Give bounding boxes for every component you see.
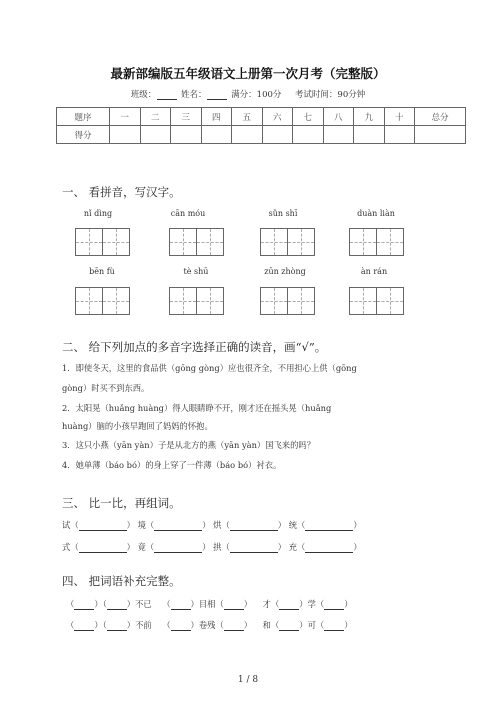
- character: 试: [62, 520, 71, 530]
- idiom-row: （ ）（ ）不已 （ ）目相（ ） 才（ ）学（ ）: [66, 599, 353, 609]
- table-header-cell: 十: [384, 108, 415, 126]
- section-2-title: 二、 给下列加点的多音字选择正确的读音，画“√”。: [62, 340, 327, 354]
- character: 充: [288, 542, 297, 552]
- writing-grid[interactable]: [349, 228, 404, 256]
- score-table-row: [57, 126, 466, 144]
- score-cell: [384, 126, 415, 144]
- answer-blank[interactable]: [171, 622, 191, 631]
- answer-blank[interactable]: [230, 544, 278, 553]
- name-label: 姓名：: [180, 90, 207, 100]
- section-4-title: 四、 把词语补充完整。: [62, 574, 181, 588]
- answer-blank[interactable]: [305, 522, 353, 531]
- idiom-part: 和: [262, 620, 271, 630]
- writing-grid[interactable]: [75, 228, 130, 256]
- idiom-part: 目相: [198, 599, 216, 609]
- score-cell: [354, 126, 385, 144]
- answer-blank[interactable]: [171, 601, 191, 610]
- answer-blank[interactable]: [279, 601, 299, 610]
- answer-blank[interactable]: [230, 522, 278, 531]
- score-cell: [232, 126, 263, 144]
- question-line: gòng）时买不到东西。: [62, 383, 150, 393]
- idiom-part: 不已: [135, 599, 152, 609]
- section-1-title: 一、 看拼音，写汉字。: [62, 185, 181, 199]
- answer-blank[interactable]: [324, 622, 344, 631]
- class-blank: [157, 90, 177, 100]
- answer-blank[interactable]: [224, 601, 244, 610]
- writing-grid[interactable]: [260, 287, 315, 315]
- word-row: 式（ ） 竟（ ） 拱（ ） 充（ ）: [62, 542, 362, 552]
- answer-blank[interactable]: [324, 601, 344, 610]
- writing-grid[interactable]: [169, 228, 224, 256]
- question-line: 2．太阳晃（huǎng huàng）得人眼睛睁不开，刚才还在摇头晃（huǎng: [62, 403, 332, 413]
- character: 竟: [137, 542, 146, 552]
- score-cell: [110, 126, 141, 144]
- character: 统: [288, 520, 297, 530]
- table-header-cell: 一: [110, 108, 141, 126]
- writing-grid[interactable]: [75, 287, 130, 315]
- table-header-cell: 总分: [415, 108, 466, 126]
- table-header-cell: 二: [140, 108, 171, 126]
- answer-blank[interactable]: [79, 522, 127, 531]
- writing-grid[interactable]: [349, 287, 404, 315]
- character: 烘: [213, 520, 222, 530]
- score-cell: [171, 126, 202, 144]
- pinyin-label: nǐ dìng: [83, 209, 113, 218]
- section-3-title: 三、 比一比，再组词。: [62, 496, 181, 510]
- score-cell: [262, 126, 293, 144]
- pinyin-label: sǔn shī: [268, 209, 298, 218]
- question-line: 4．她单薄（báo bó）的身上穿了一件薄（báo bó）衬衣。: [62, 460, 282, 470]
- pinyin-label: cān móu: [170, 209, 206, 218]
- pinyin-label: àn rán: [360, 267, 388, 276]
- class-label: 班级：: [130, 90, 157, 100]
- question-line: 3．这只小燕（yān yàn）子是从北方的燕（yān yàn）国飞来的吗？: [62, 440, 315, 450]
- question-line: huàng）脑的小孩早跑回了妈妈的怀抱。: [62, 421, 213, 431]
- pinyin-label: zūn zhòng: [264, 267, 306, 276]
- score-label: 满分：100分: [231, 90, 282, 100]
- pinyin-label: bēn fù: [89, 267, 115, 276]
- score-cell: [293, 126, 324, 144]
- writing-grid[interactable]: [260, 228, 315, 256]
- idiom-part: 卷残: [198, 620, 216, 630]
- time-label: 考试时间：90分钟: [294, 90, 366, 100]
- table-header-cell: 题序: [57, 108, 110, 126]
- table-header-cell: 九: [354, 108, 385, 126]
- answer-blank[interactable]: [154, 544, 202, 553]
- score-cell: [323, 126, 354, 144]
- character: 拱: [213, 542, 222, 552]
- answer-blank[interactable]: [107, 601, 127, 610]
- table-header-cell: 六: [262, 108, 293, 126]
- answer-blank[interactable]: [305, 544, 353, 553]
- character: 境: [137, 520, 146, 530]
- table-header-cell: 四: [201, 108, 232, 126]
- idiom-part: 学: [307, 599, 316, 609]
- score-cell: [201, 126, 232, 144]
- idiom-row: （ ）（ ）不前 （ ）卷残（ ） 和（ ）可（ ）: [66, 620, 353, 630]
- pinyin-label: tè shū: [183, 267, 209, 276]
- table-header-cell: 三: [171, 108, 202, 126]
- answer-blank[interactable]: [154, 522, 202, 531]
- character: 式: [62, 542, 71, 552]
- answer-blank[interactable]: [74, 601, 94, 610]
- writing-grid[interactable]: [169, 287, 224, 315]
- answer-blank[interactable]: [79, 544, 127, 553]
- score-cell: [415, 126, 466, 144]
- idiom-part: 不前: [135, 620, 152, 630]
- word-row: 试（ ） 境（ ） 烘（ ） 统（ ）: [62, 520, 362, 530]
- exam-info: [0, 88, 496, 100]
- idiom-part: 才: [262, 599, 271, 609]
- page-number: 1 / 8: [237, 675, 259, 685]
- page-title: 最新部编版五年级语文上册第一次月考（完整版）: [110, 66, 386, 81]
- score-table: [56, 107, 466, 144]
- answer-blank[interactable]: [107, 622, 127, 631]
- table-header-cell: 五: [232, 108, 263, 126]
- table-header-cell: 八: [323, 108, 354, 126]
- table-row-label: 得分: [57, 126, 110, 144]
- answer-blank[interactable]: [279, 622, 299, 631]
- score-cell: [140, 126, 171, 144]
- answer-blank[interactable]: [74, 622, 94, 631]
- table-header-cell: 七: [293, 108, 324, 126]
- name-blank: [207, 90, 227, 100]
- score-table-header-row: [57, 108, 466, 126]
- answer-blank[interactable]: [224, 622, 244, 631]
- idiom-part: 可: [307, 620, 316, 630]
- question-line: 1．即使冬天，这里的食品供（gōng gòng）应也很齐全，不用担心上供（gōng: [62, 363, 357, 373]
- pinyin-label: duàn liàn: [357, 209, 395, 218]
